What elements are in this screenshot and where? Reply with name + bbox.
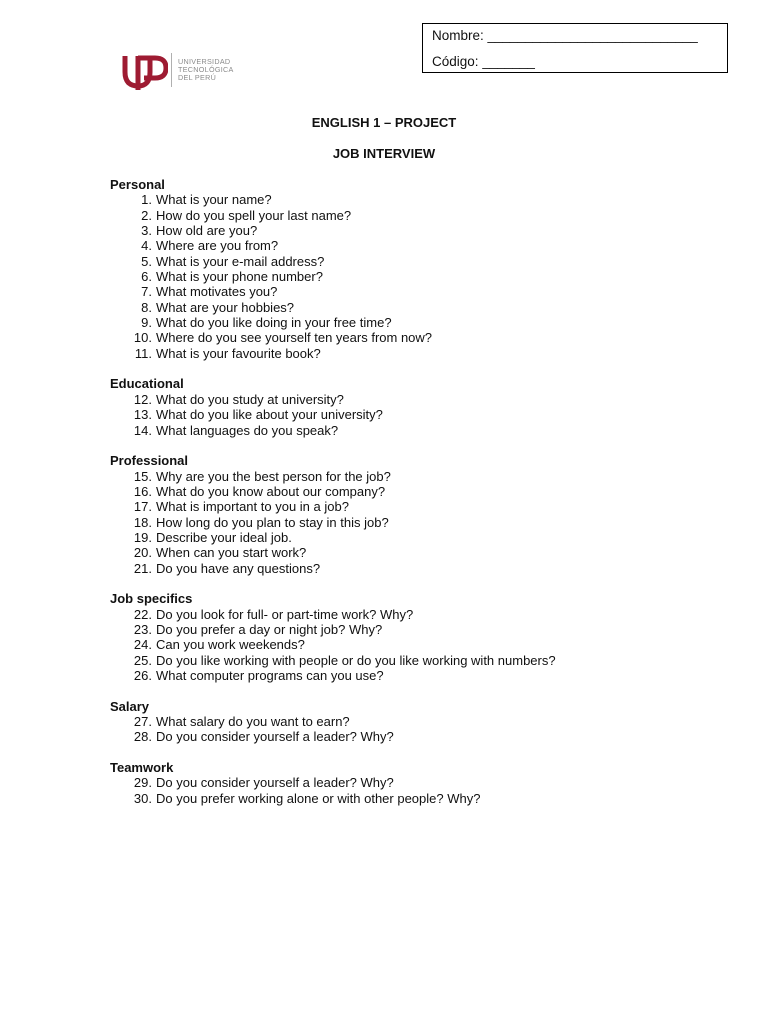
- question-text: What motivates you?: [156, 284, 278, 300]
- logo-text: [178, 58, 234, 83]
- question-item: [110, 637, 556, 652]
- question-item: [110, 515, 556, 530]
- question-number: 27.: [133, 714, 152, 730]
- section-salary: [110, 699, 556, 745]
- question-number: 22.: [133, 606, 152, 622]
- question-text: What is your phone number?: [156, 269, 323, 285]
- question-text: How old are you?: [156, 223, 258, 239]
- section-personal: [110, 177, 556, 361]
- section-teamwork: [110, 760, 556, 806]
- question-number: 13.: [133, 407, 152, 423]
- question-number: 3.: [141, 223, 152, 239]
- question-item: [110, 392, 556, 407]
- document-title: ENGLISH 1 – PROJECT: [311, 115, 457, 130]
- question-item: [110, 423, 556, 438]
- codigo-line: _______: [482, 54, 535, 69]
- question-text: How do you spell your last name?: [156, 207, 352, 223]
- question-text: What is your name?: [156, 192, 272, 208]
- question-item: [110, 545, 556, 560]
- nombre-label: Nombre:: [432, 28, 484, 43]
- university-logo: [122, 50, 252, 92]
- question-number: 26.: [133, 668, 152, 683]
- question-text: Do you look for full- or part-time work? Why?: [156, 606, 414, 622]
- question-text: How long do you plan to stay in this job?: [156, 514, 389, 530]
- question-text: What is your favourite book?: [156, 345, 321, 361]
- question-text: Where do you see yourself ten years from now?: [156, 330, 433, 346]
- question-text: What do you know about our company?: [156, 483, 386, 499]
- question-text: What are your hobbies?: [156, 299, 295, 315]
- question-item: [110, 668, 556, 683]
- question-item: [110, 223, 556, 238]
- question-number: 19.: [133, 529, 152, 545]
- question-text: What do you like doing in your free time?: [156, 315, 392, 331]
- section-title: Personal: [110, 177, 165, 192]
- section-title: Professional: [110, 453, 189, 469]
- question-item: [110, 622, 556, 637]
- section-professional: [110, 453, 556, 576]
- question-number: 29.: [133, 775, 152, 791]
- logo-line: TECNOLÓGICA: [178, 65, 234, 75]
- question-number: 25.: [133, 652, 152, 668]
- document-subtitle: JOB INTERVIEW: [332, 146, 436, 161]
- question-number: 9.: [141, 315, 152, 331]
- question-number: 5.: [141, 253, 152, 269]
- question-item: [110, 791, 556, 806]
- question-number: 18.: [133, 514, 152, 530]
- codigo-row: [432, 54, 535, 69]
- student-info-box: [422, 23, 728, 73]
- logo-divider: [171, 53, 172, 87]
- question-text: What computer programs can you use?: [156, 668, 384, 683]
- nombre-row: [432, 28, 698, 43]
- question-text: Do you like working with people or do you like working with numbers?: [156, 652, 556, 668]
- question-number: 12.: [133, 391, 152, 407]
- question-text: When can you start work?: [156, 545, 307, 561]
- question-number: 15.: [133, 468, 152, 484]
- question-number: 16.: [133, 483, 152, 499]
- codigo-label: Código:: [432, 54, 479, 69]
- question-number: 10.: [133, 330, 152, 346]
- nombre-line: ____________________________: [487, 28, 698, 43]
- question-item: [110, 238, 556, 253]
- question-item: [110, 530, 556, 545]
- question-item: [110, 284, 556, 299]
- section-title: Educational: [110, 376, 184, 392]
- question-text: Can you work weekends?: [156, 637, 305, 653]
- logo-line: UNIVERSIDAD: [178, 57, 231, 66]
- question-number: 23.: [133, 621, 152, 637]
- question-item: [110, 484, 556, 499]
- question-item: [110, 775, 556, 790]
- question-item: [110, 729, 556, 744]
- question-number: 7.: [141, 284, 152, 300]
- question-text: Describe your ideal job.: [156, 529, 292, 545]
- question-number: 30.: [133, 790, 152, 806]
- question-item: [110, 714, 556, 729]
- question-item: [110, 607, 556, 622]
- section-educational: [110, 376, 556, 437]
- question-text: Do you prefer working alone or with other people? Why?: [156, 790, 481, 806]
- question-item: [110, 192, 556, 207]
- question-item: [110, 208, 556, 223]
- question-number: 17.: [133, 499, 152, 515]
- question-text: Do you consider yourself a leader? Why?: [156, 729, 394, 745]
- section-title: Teamwork: [110, 760, 174, 776]
- question-text: Do you prefer a day or night job? Why?: [156, 621, 383, 637]
- question-text: What do you study at university?: [156, 391, 344, 407]
- question-item: [110, 499, 556, 514]
- question-item: [110, 315, 556, 330]
- question-item: [110, 469, 556, 484]
- question-item: [110, 254, 556, 269]
- question-text: What is important to you in a job?: [156, 499, 349, 515]
- question-number: 2.: [141, 207, 152, 223]
- question-number: 8.: [141, 299, 152, 315]
- question-number: 4.: [141, 238, 152, 254]
- question-number: 6.: [141, 269, 152, 285]
- question-number: 20.: [133, 545, 152, 561]
- question-text: What salary do you want to earn?: [156, 714, 350, 730]
- question-text: Do you consider yourself a leader? Why?: [156, 775, 394, 791]
- question-number: 11.: [134, 345, 152, 361]
- question-text: What is your e-mail address?: [156, 253, 325, 269]
- question-item: [110, 269, 556, 284]
- question-text: Where are you from?: [156, 238, 279, 254]
- question-list: [110, 177, 556, 821]
- question-item: [110, 561, 556, 576]
- question-text: What languages do you speak?: [156, 422, 339, 438]
- question-number: 28.: [133, 729, 152, 745]
- section-job-specifics: [110, 591, 556, 683]
- question-number: 14.: [133, 422, 152, 438]
- question-text: Why are you the best person for the job?: [156, 468, 391, 484]
- question-item: [110, 300, 556, 315]
- question-number: 21.: [133, 560, 152, 576]
- question-item: [110, 330, 556, 345]
- question-text: What do you like about your university?: [156, 407, 383, 423]
- question-item: [110, 346, 556, 361]
- question-text: Do you have any questions?: [156, 560, 321, 576]
- logo-line: DEL PERÚ: [178, 73, 217, 83]
- utp-logo-icon: [122, 50, 168, 92]
- section-title: Salary: [110, 698, 150, 714]
- question-number: 1.: [141, 192, 152, 208]
- question-item: [110, 653, 556, 668]
- question-number: 24.: [133, 637, 152, 653]
- section-title: Job specifics: [110, 591, 193, 607]
- question-item: [110, 407, 556, 422]
